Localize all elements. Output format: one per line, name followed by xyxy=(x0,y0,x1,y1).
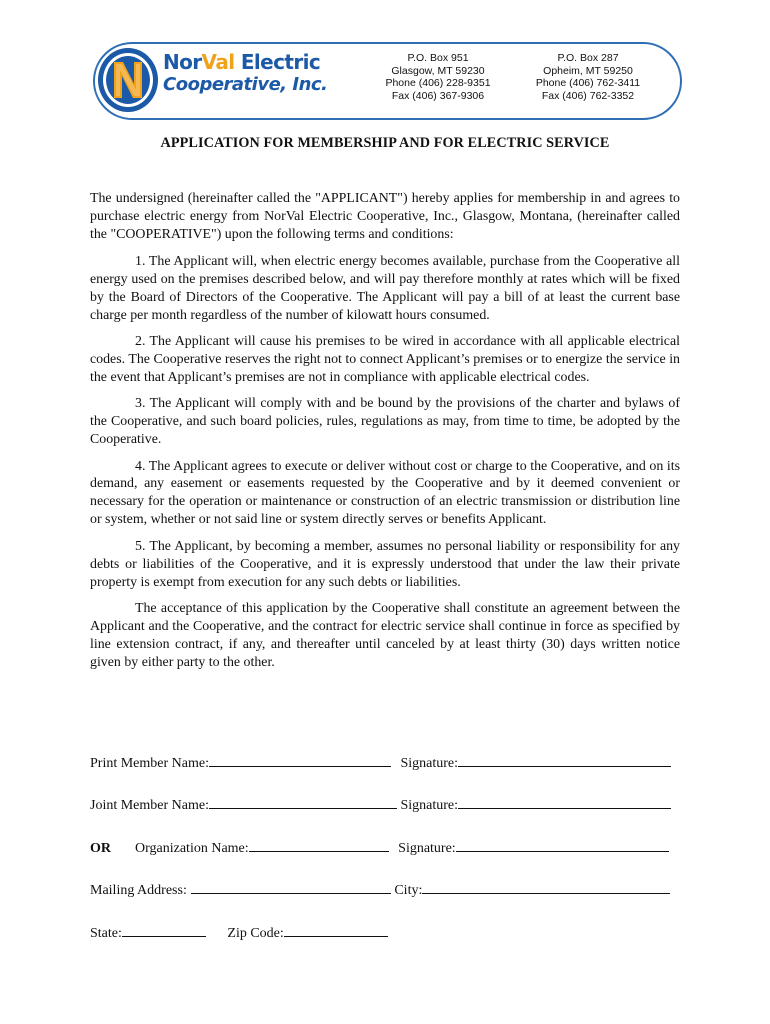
intro-text: The undersigned (hereinafter called the "APPLICANT") hereby applies for membership in and agrees to purchase electric energy from NorVal Electric Cooperative, Inc., Glasgow, Montana, (hereinafter called the "COOPERATIVE") upon the following terms and conditions: xyxy=(90,191,680,242)
print-member-name-label: Print Member Name: xyxy=(90,756,209,771)
signature-label-2: Signature: xyxy=(400,798,459,813)
glasgow-fax: Fax (406) 367-9306 xyxy=(391,90,485,103)
brand-name xyxy=(163,52,327,94)
zip-code-field[interactable] xyxy=(284,923,388,937)
acceptance-paragraph: The acceptance of this application by the Cooperative shall constitute an agreement between the Applicant and the Cooperative, and the contract for electric service shall continue in force as specified by line extension contract, if any, and thereafter until canceled by at least thirty (30) days written notice given by either party to the other. xyxy=(90,600,680,670)
city-label: City: xyxy=(394,883,423,898)
joint-member-row xyxy=(90,795,671,814)
term-4: 4. The Applicant agrees to execute or deliver without cost or charge to the Cooperative, and on its demand, any easement or easements requested by the Cooperative and by it deemed convenient or necessary for the operation or maintenance or construction of an electric transmission or distribution line or system, whether or not said line or system directly serves or benefits Applicant. xyxy=(90,458,680,528)
opheim-office-address xyxy=(508,52,668,103)
signature-label-3: Signature: xyxy=(398,841,456,856)
print-member-name-field[interactable] xyxy=(209,753,391,767)
mailing-address-label: Mailing Address: xyxy=(90,883,187,898)
state-field[interactable] xyxy=(122,923,206,937)
mailing-address-row xyxy=(90,880,670,899)
opheim-city: Opheim, MT 59250 xyxy=(543,64,633,77)
or-label: OR xyxy=(90,841,111,856)
glasgow-phone: Phone (406) 228-9351 xyxy=(385,77,491,90)
term-5: 5. The Applicant, by becoming a member, assumes no personal liability or responsibility for any debts or liabilities of the Cooperative, and it is expressly understood that under the law their private property is exempt from execution for any such debts or liabilities. xyxy=(90,538,680,590)
organization-name-field[interactable] xyxy=(249,838,389,852)
state-zip-row xyxy=(90,923,388,942)
brand-name-line2: Cooperative, Inc. xyxy=(163,74,328,95)
glasgow-city: Glasgow, MT 59230 xyxy=(391,64,485,77)
norval-logo-icon xyxy=(96,46,160,114)
brand-val-accent: Val xyxy=(201,50,235,74)
intro-paragraph xyxy=(90,190,680,252)
mailing-address-field[interactable] xyxy=(191,880,391,894)
opheim-fax: Fax (406) 762-3352 xyxy=(541,90,635,103)
glasgow-po-box: P.O. Box 951 xyxy=(407,52,469,64)
organization-name-label: Organization Name: xyxy=(135,841,249,856)
term-2: 2. The Applicant will cause his premises to be wired in accordance with all applicable electrical codes. The Cooperative reserves the right not to connect Applicant’s premises or to energize the service in the event that Applicant’s premises are not in compliance with applicable electrical codes. xyxy=(90,334,680,385)
signature-field-1[interactable] xyxy=(458,753,671,767)
state-label: State: xyxy=(90,926,122,941)
opheim-po-box: P.O. Box 287 xyxy=(557,52,619,64)
zip-code-label: Zip Code: xyxy=(227,926,284,941)
signature-field-3[interactable] xyxy=(456,838,669,852)
joint-member-name-field[interactable] xyxy=(209,795,397,809)
glasgow-office-address xyxy=(358,52,518,103)
document-title: APPLICATION FOR MEMBERSHIP AND FOR ELECTRIC SERVICE xyxy=(160,135,610,151)
organization-row xyxy=(90,838,669,857)
term-3: 3. The Applicant will comply with and be bound by the provisions of the charter and bylaws of the Cooperative, and such board policies, rules, regulations as may, from time to time, be adopted by the Cooperative. xyxy=(90,396,680,448)
city-field[interactable] xyxy=(422,880,670,894)
signature-label-1: Signature: xyxy=(400,756,459,771)
print-member-row xyxy=(90,753,671,772)
joint-member-name-label: Joint Member Name: xyxy=(90,798,209,813)
term-1: 1. The Applicant will, when electric energy becomes available, purchase from the Cooperative all energy used on the premises described below, and will pay therefore monthly at rates which will be fixed by the Board of Directors of the Cooperative. The Applicant will pay a bill of at least the current base charge per month regardless of the number of kilowatt hours consumed. xyxy=(90,254,680,323)
signature-field-2[interactable] xyxy=(458,795,671,809)
terms-list xyxy=(90,253,680,680)
opheim-phone: Phone (406) 762-3411 xyxy=(535,77,641,90)
brand-name-line1: NorVal Electric xyxy=(163,50,321,74)
